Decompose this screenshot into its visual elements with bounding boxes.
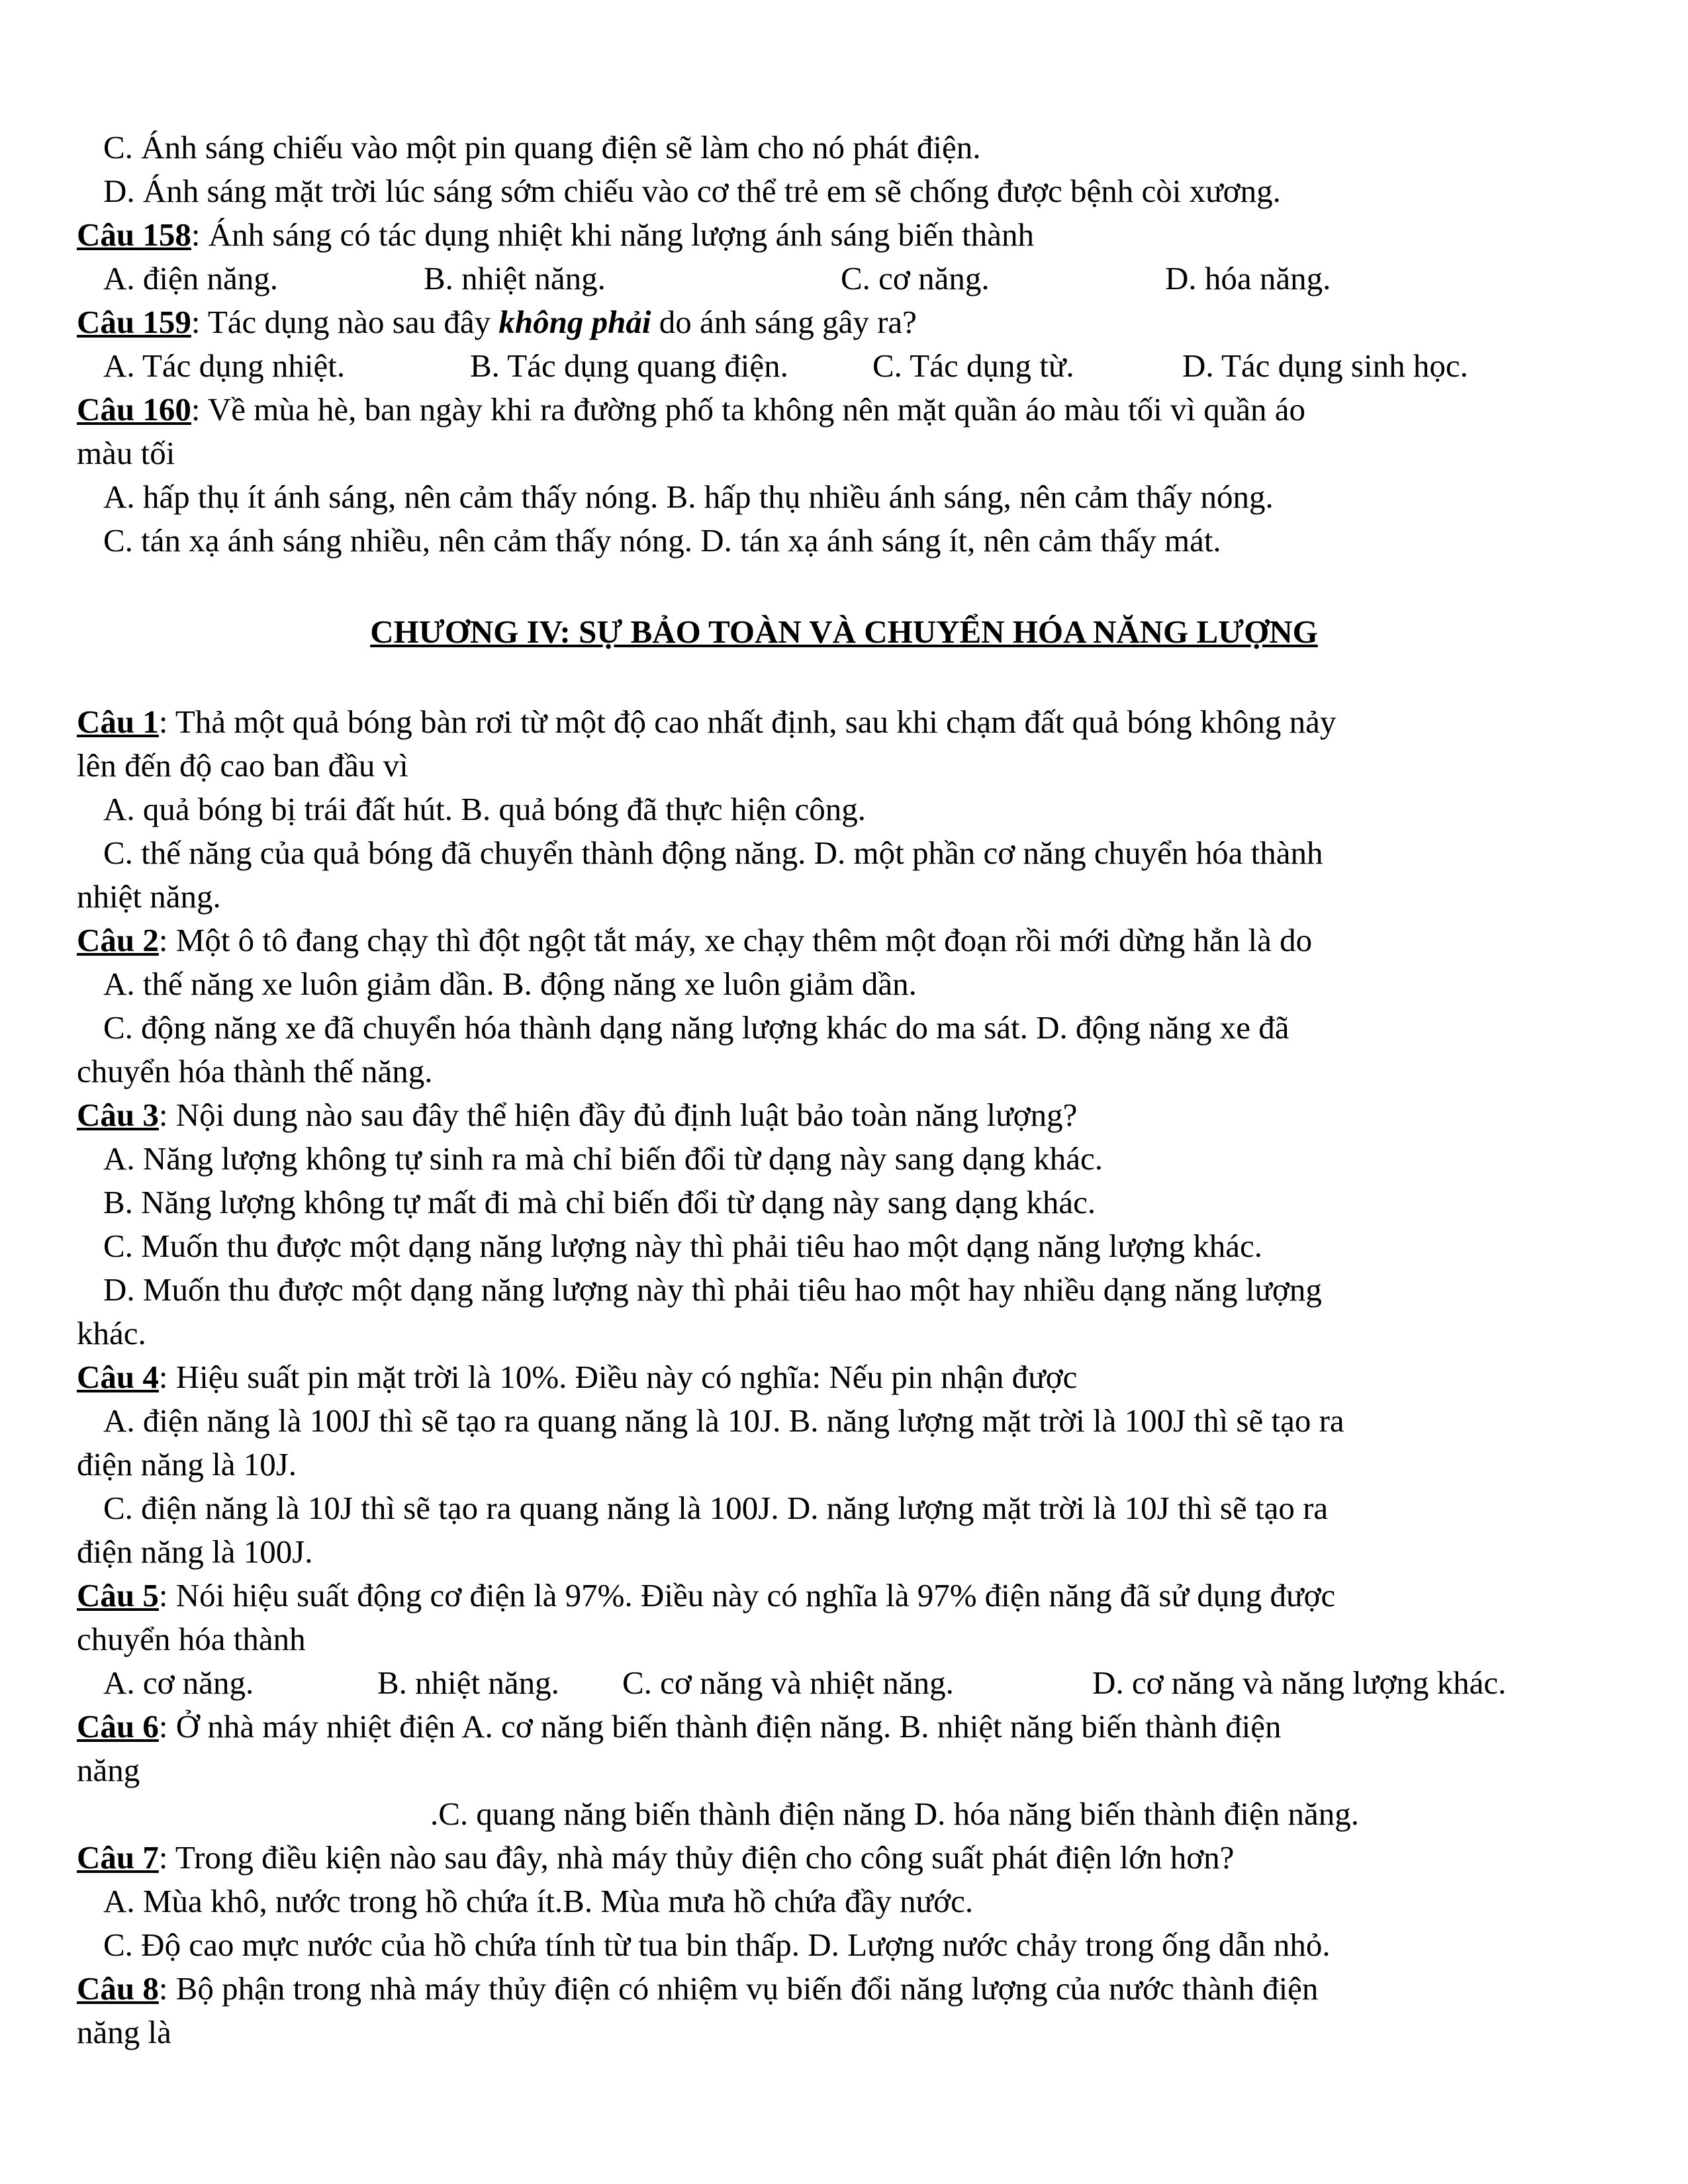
question-text: : Một ô tô đang chạy thì đột ngột tắt máy, xe chạy thêm một đoạn rồi mới dừng hẳn là do: [158, 922, 1313, 958]
q159-option-d: D. Tác dụng sinh học.: [1182, 347, 1468, 384]
question-text: : Ở nhà máy nhiệt điện A. cơ năng biến thành điện năng. B. nhiệt năng biến thành điện: [158, 1708, 1282, 1745]
question-1-cont: lên đến độ cao ban đầu vì: [77, 747, 408, 784]
question-5-cont: chuyển hóa thành: [77, 1621, 306, 1657]
q160-options-cd: C. tán xạ ánh sáng nhiều, nên cảm thấy nóng. D. tán xạ ánh sáng ít, nên cảm thấy mát.: [103, 522, 1221, 559]
question-text: : Thả một quả bóng bàn rơi từ một độ cao nhất định, sau khi chạm đất quả bóng không nảy: [158, 704, 1336, 740]
q158-option-d: D. hóa năng.: [1165, 260, 1331, 296]
question-label: Câu 160: [77, 391, 191, 428]
question-160: [77, 388, 1305, 432]
q159-option-a: A. Tác dụng nhiệt.: [103, 347, 346, 384]
q158-option-b: B. nhiệt năng.: [424, 260, 606, 296]
question-label: Câu 7: [77, 1839, 159, 1876]
q1-options-cont: nhiệt năng.: [77, 878, 221, 915]
q2-options-ab: A. thế năng xe luôn giảm dần. B. động năng xe luôn giảm dần.: [103, 966, 917, 1002]
question-6-cont: năng: [77, 1752, 140, 1788]
question-label: Câu 6: [77, 1708, 159, 1745]
q3-option-c: C. Muốn thu được một dạng năng lượng này thì phải tiêu hao một dạng năng lượng khác.: [103, 1228, 1263, 1264]
q1-options-ab: A. quả bóng bị trái đất hút. B. quả bóng đã thực hiện công.: [103, 791, 866, 827]
question-160-cont: màu tối: [77, 435, 175, 471]
question-label: Câu 4: [77, 1359, 159, 1395]
q5-option-c: C. cơ năng và nhiệt năng.: [622, 1664, 954, 1701]
q6-options-cd: .C. quang năng biến thành điện năng D. hóa năng biến thành điện năng.: [430, 1796, 1359, 1832]
q3-option-d-cont: khác.: [77, 1315, 146, 1351]
question-text: : Về mùa hè, ban ngày khi ra đường phố ta không nên mặt quần áo màu tối vì quần áo: [191, 391, 1306, 428]
question-8: [77, 1967, 1318, 2011]
q3-option-b: B. Năng lượng không tự mất đi mà chỉ biến đổi từ dạng này sang dạng khác.: [103, 1184, 1096, 1220]
question-text: : Bộ phận trong nhà máy thủy điện có nhiệm vụ biến đổi năng lượng của nước thành điện: [158, 1970, 1319, 2007]
q4-options-cd-cont: điện năng là 100J.: [77, 1533, 313, 1570]
question-159: [77, 300, 917, 344]
q2-options-cd: C. động năng xe đã chuyển hóa thành dạng năng lượng khác do ma sát. D. động năng xe đã: [103, 1009, 1289, 1046]
question-label: Câu 5: [77, 1577, 159, 1614]
q159-option-c: C. Tác dụng từ.: [872, 347, 1074, 384]
q5-option-d: D. cơ năng và năng lượng khác.: [1092, 1664, 1507, 1701]
q4-options-ab-cont: điện năng là 10J.: [77, 1446, 297, 1482]
question-4: [77, 1355, 1077, 1399]
question-label: Câu 2: [77, 922, 159, 958]
question-label: Câu 159: [77, 304, 191, 340]
q158-option-c: C. cơ năng.: [841, 260, 990, 296]
question-text: : Nói hiệu suất động cơ điện là 97%. Điều này có nghĩa là 97% điện năng đã sử dụng được: [158, 1577, 1336, 1614]
question-text-end: do ánh sáng gây ra?: [651, 304, 917, 340]
question-3: [77, 1093, 1077, 1137]
question-label: Câu 8: [77, 1970, 159, 2007]
question-text: : Trong điều kiện nào sau đây, nhà máy thủy điện cho công suất phát điện lớn hơn?: [158, 1839, 1235, 1876]
question-8-cont: năng là: [77, 2014, 171, 2050]
question-text: : Hiệu suất pin mặt trời là 10%. Điều này có nghĩa: Nếu pin nhận được: [158, 1359, 1078, 1395]
q7-options-cd: C. Độ cao mực nước của hồ chứa tính từ tua bin thấp. D. Lượng nước chảy trong ống dẫn nhỏ.: [103, 1927, 1331, 1963]
question-text: : Ánh sáng có tác dụng nhiệt khi năng lượng ánh sáng biến thành: [191, 216, 1035, 253]
question-text: : Tác dụng nào sau đây: [191, 304, 499, 340]
q157-option-d: D. Ánh sáng mặt trời lúc sáng sớm chiếu vào cơ thể trẻ em sẽ chống được bệnh còi xương.: [103, 173, 1281, 209]
question-label: Câu 158: [77, 216, 191, 253]
q4-options-cd: C. điện năng là 10J thì sẽ tạo ra quang năng là 100J. D. năng lượng mặt trời là 10J thì sẽ tạo ra: [103, 1490, 1329, 1526]
q2-options-cont: chuyển hóa thành thế năng.: [77, 1053, 433, 1089]
chapter-title: CHƯƠNG IV: SỰ BẢO TOÀN VÀ CHUYỂN HÓA NĂNG LƯỢNG: [370, 614, 1318, 650]
q160-options-ab: A. hấp thụ ít ánh sáng, nên cảm thấy nóng. B. hấp thụ nhiều ánh sáng, nên cảm thấy nóng.: [103, 478, 1274, 515]
question-label: Câu 1: [77, 704, 159, 740]
question-1: [77, 700, 1336, 744]
q5-option-a: A. cơ năng.: [103, 1664, 254, 1701]
emphasis-text: không phải: [498, 304, 651, 340]
q3-option-a: A. Năng lượng không tự sinh ra mà chỉ biến đổi từ dạng này sang dạng khác.: [103, 1140, 1103, 1177]
q3-option-d: D. Muốn thu được một dạng năng lượng này thì phải tiêu hao một hay nhiều dạng năng lượng: [103, 1271, 1322, 1308]
question-2: [77, 919, 1312, 962]
q5-option-b: B. nhiệt năng.: [377, 1664, 559, 1701]
q4-options-ab: A. điện năng là 100J thì sẽ tạo ra quang năng là 10J. B. năng lượng mặt trời là 100J thì sẽ tạo ra: [103, 1402, 1344, 1439]
q159-option-b: B. Tác dụng quang điện.: [470, 347, 788, 384]
question-7: [77, 1836, 1234, 1880]
question-158: [77, 213, 1034, 257]
q1-options-cd: C. thế năng của quả bóng đã chuyển thành động năng. D. một phần cơ năng chuyển hóa thành: [103, 835, 1323, 871]
question-5: [77, 1574, 1335, 1617]
q158-option-a: A. điện năng.: [103, 260, 278, 296]
q7-options-ab: A. Mùa khô, nước trong hồ chứa ít.B. Mùa mưa hồ chứa đầy nước.: [103, 1883, 974, 1919]
question-text: : Nội dung nào sau đây thể hiện đầy đủ định luật bảo toàn năng lượng?: [158, 1097, 1078, 1133]
question-label: Câu 3: [77, 1097, 159, 1133]
question-6: [77, 1705, 1282, 1749]
q157-option-c: C. Ánh sáng chiếu vào một pin quang điện sẽ làm cho nó phát điện.: [103, 129, 981, 165]
